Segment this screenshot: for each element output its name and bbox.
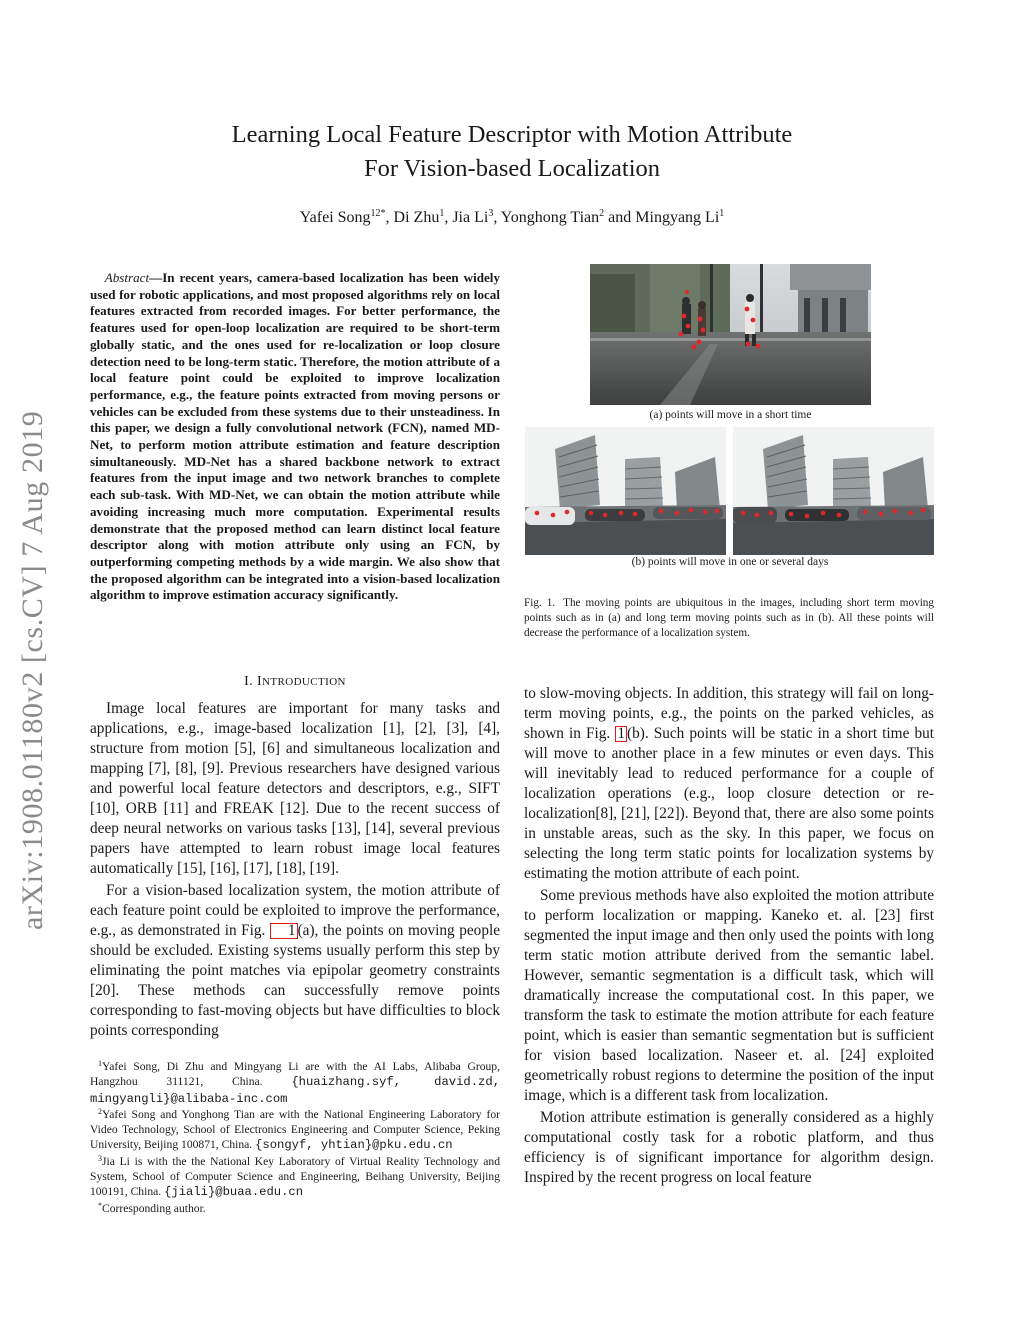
footnote-mark: 2 — [98, 1106, 102, 1116]
author-name: Jia Li — [452, 209, 489, 226]
footnote — [90, 1059, 500, 1107]
street-scene-photo — [590, 264, 871, 405]
author-separator: , — [444, 209, 453, 226]
abstract-lead: Abstract — [104, 270, 150, 285]
section-number: I. — [244, 674, 254, 689]
author-name: Yonghong Tian — [500, 209, 600, 226]
footnotes — [90, 1059, 500, 1216]
body-left-column — [90, 699, 500, 1041]
figure-reference-link[interactable]: 1 — [617, 725, 625, 742]
paragraph: Some previous methods have also exploited the motion attribute to perform localization or mapping. Kaneko et. al. [23] first segmented the input image and then only used the points with long term static motion attribute derived from the semantic label. However, semantic segmentation is a difficult task, which will dramatically increase the computational cost. In this paper, we transform the task to estimate the motion attribute for each feature point, which is easier than semantic segmentation but is sufficient for vision based localization. Naseer et. al. [24] exploited geometrically robust regions to determine the position of the input image, which is a different task from localization. — [524, 887, 934, 1104]
figure-image-b-left — [525, 427, 726, 555]
figure-reference-link[interactable]: 1 — [270, 923, 298, 939]
paragraph-text: to slow-moving objects. In addition, this strategy will fail on long-term moving points, e.g., the points on the parked vehicles, as shown in Fig. — [524, 685, 934, 742]
paragraph: Image local features are important for many tasks and applications, e.g., image-based localization [1], [2], [3], [4], structure from motion [5], [6] and simultaneous localization and mapping [7], [8], [9]. Previous researchers have designed various and powerful local feature detectors and descriptors, e.g., SIFT [10], ORB [11] and FREAK [12]. Due to the recent success of deep neural networks on various tasks [13], [14], several previous papers have attempted to learn robust image local features automatically [15], [16], [17], [18], [19]. — [90, 700, 500, 877]
abstract — [90, 270, 500, 604]
paragraph-text: (a), the points on moving people should be excluded. Existing systems usually perform this step by eliminating the point matches via epipolar geometry constraints [20]. These methods can successfully remove points corresponding to fast-moving objects but have difficulties to block points corresponding — [90, 922, 501, 1039]
figure-caption — [524, 596, 934, 641]
footnote-email: {jiali}@buaa.edu.cn — [164, 1185, 304, 1200]
author-separator: , — [493, 209, 501, 226]
paragraph — [90, 881, 500, 1041]
footnote-text: Corresponding author. — [102, 1201, 206, 1215]
author-affiliation: 12* — [370, 208, 386, 219]
author-separator: , — [385, 209, 394, 226]
footnote — [90, 1201, 500, 1216]
figure-subcaption-a: (a) points will move in a short time — [649, 409, 812, 421]
footnote-text: Yafei Song and Yonghong Tian are with the National Engineering Laboratory for Video Technology, School of Electronics Engineering and Computer Science, Peking University, Beijing 100871, China. — [90, 1107, 500, 1152]
footnote-mark: 3 — [98, 1153, 102, 1163]
section-first-letter: I — [256, 674, 263, 689]
parking-scene-photo — [525, 427, 726, 555]
author-affiliation: 2 — [599, 208, 605, 219]
paragraph-text: For a vision-based localization system, the motion attribute of each feature point could be exploited to improve the performance, e.g., as demonstrated in Fig. — [90, 882, 500, 939]
footnote-email: {songyf, yhtian}@pku.edu.cn — [255, 1138, 453, 1153]
paragraph — [524, 684, 934, 884]
abstract-dash: — — [149, 270, 163, 285]
footnote-mark: 1 — [98, 1059, 102, 1068]
author-separator: and — [604, 209, 636, 226]
figure-image-a — [590, 264, 871, 405]
abstract-text: In recent years, camera-based localization has been widely used for robotic applications, and most proposed algorithms rely on local features extracted from recorded images. For better performance, the features used for open-loop localization are required to be short-term globally static, and the ones used for re-localization or loop closure detection need to be long-term static. Therefore, the motion attribute of a local feature point could be exploited to improve localization performance, e.g., the feature points extracted from moving persons or vehicles can be excluded from these systems due to their unsteadiness. In this paper, we design a fully convolutional network (FCN), named MD-Net, to perform motion attribute estimation and feature description simultaneously. MD-Net has a shared backbone network to extract features from the input image and two network branches to complete each sub-task. With MD-Net, we can obtain the motion attribute while avoiding increasing much more computation. Experimental results demonstrate that the proposed method can learn distinct local feature descriptor along with motion attribute only using an FCN, by outperforming competing methods by a wide margin. We also show that the proposed algorithm can be integrated into a vision-based localization algorithm to improve estimation accuracy significantly. — [90, 270, 500, 603]
body-right-column — [524, 684, 934, 1188]
author-affiliation: 3 — [488, 208, 494, 219]
paragraph: Motion attribute estimation is generally considered as a highly computational costly task for a robotic platform, and thus efficiency is of significant importance for algorithm design. Inspired by the recent progress on local feature — [524, 1109, 934, 1186]
footnote — [90, 1107, 500, 1154]
author-name: Di Zhu — [393, 209, 440, 226]
section-heading — [90, 674, 500, 690]
footnote — [90, 1154, 500, 1201]
figure-caption-text: The moving points are ubiquitous in the images, including short term moving points such as in (a) and long term moving points such as in (b). All these points will decrease the performance of a localization system. — [524, 597, 934, 639]
title-line-2: For Vision-based Localization — [363, 155, 661, 182]
arxiv-stamp: arXiv:1908.01180v2 [cs.CV] 7 Aug 2019 — [16, 410, 49, 930]
footnote-mark: * — [98, 1200, 102, 1210]
author-name: Mingyang Li — [635, 209, 720, 226]
footnote-text: Jia Li is with the the National Key Laboratory of Virtual Reality Technology and System, School of Computer Science and Engineering, Beihang University, Beijing 100191, China. — [90, 1154, 500, 1199]
figure-label: Fig. 1. — [524, 597, 556, 609]
title-line-1: Learning Local Feature Descriptor with Motion Attribute — [231, 121, 793, 148]
author-list — [120, 209, 904, 227]
author-affiliation: 1 — [439, 208, 445, 219]
footnote-text: Yafei Song, Di Zhu and Mingyang Li are with the AI Labs, Alibaba Group, Hangzhou 311121, China. — [90, 1060, 500, 1089]
paragraph-text: (b). Such points will be static in a short time but will move to another place in a few minutes or even days. This will inevitably lead to reduced performance for a couple of localization operations (e.g., loop closure detection or re-localization[8], [21], [22]). Beyond that, there are also some points in unstable areas, such as the sky. In this paper, we focus on selecting the long term static points for localization systems by estimating the motion attribute of each point. — [524, 725, 934, 882]
figure-subcaption-b: (b) points will move in one or several days — [631, 556, 829, 568]
parking-scene-photo — [733, 427, 934, 555]
paper-title — [120, 118, 904, 186]
footnote-email: {huaizhang.syf, david.zd, mingyangli}@alibaba-inc.com — [90, 1075, 501, 1106]
section-title-rest: NTRODUCTION — [262, 676, 346, 688]
figure-image-b-right — [733, 427, 934, 555]
author-affiliation: 1 — [719, 208, 725, 219]
author-name: Yafei Song — [299, 209, 371, 226]
